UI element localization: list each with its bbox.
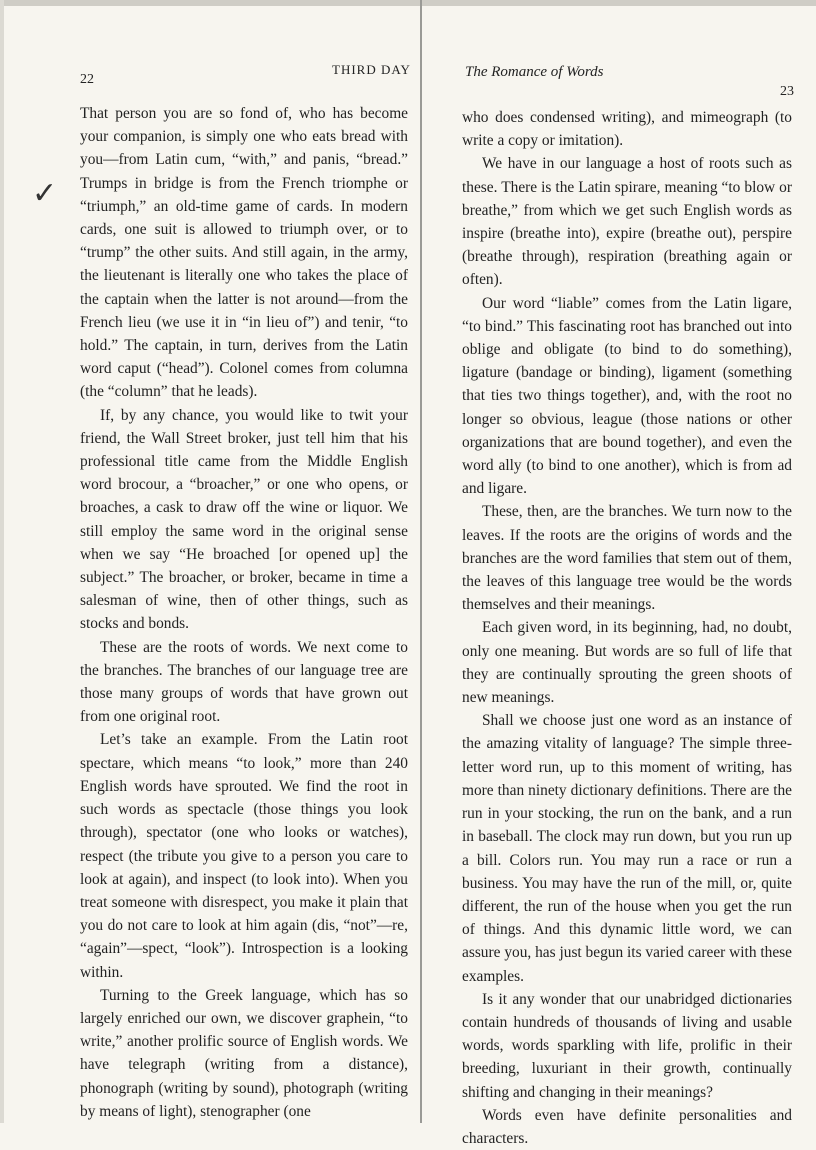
paragraph: Is it any wonder that our unabridged dictionaries contain hundreds of thousands of living and usable words, words sparkling with life, prolific in their breeding, luxuriant in their growth, continually shifting and changing in their meanings? (462, 990, 792, 1101)
paragraph: Words even have definite personalities and characters. (462, 1106, 792, 1147)
paragraph: Our word “liable” comes from the Latin ligare, “to bind.” This fascinating root has branched out into oblige and obligate (to bind to do something), ligature (bandage or binding), ligament (something that ties two things together), and, with the root no longer so obvious, league (those nations or other organizations that are bound together), and even the word ally (to bind to one another), which is from ad and ligare. (462, 294, 792, 498)
running-head (14, 62, 414, 86)
paragraph: Turning to the Greek language, which has so largely enriched our own, we discover graphein, “to write,” another prolific source of English words. We have telegraph (writing from a distance), phonograph (writing by sound), photograph (writing by means of light), stenographer (one (80, 986, 408, 1120)
book-gutter (420, 0, 422, 1123)
paragraph: These, then, are the branches. We turn now to the leaves. If the roots are the origins of words and the branches are the word families that stem out of them, the leaves of this language tree would be the words themselves and their meanings. (462, 503, 792, 614)
body-text (80, 102, 408, 1123)
paragraph: Each given word, in its beginning, had, no doubt, only one meaning. But words are so full of life that they are continually sprouting the green shoots of new meanings. (462, 619, 792, 707)
paragraph: We have in our language a host of roots such as these. There is the Latin spirare, meaning “to blow or breathe,” from which we get such English words as inspire (breathe into), expire (breathe out), perspire (breathe through), respiration (breathing again or often). (462, 155, 792, 289)
running-title: THIRD DAY (332, 62, 411, 77)
right-page (432, 0, 804, 1147)
paragraph: who does condensed writing), and mimeograph (to write a copy or imitation). (462, 109, 792, 150)
body-text (462, 106, 792, 1150)
page-edge-left (0, 0, 4, 1123)
paragraph: That person you are so fond of, who has become your companion, is simply one who eats bread with you—from Latin cum, “with,” and panis, “bread.” Trumps in bridge is from the French triomphe or “triumph,” an old-time game of cards. In modern cards, one suit is allowed to triumph over, or to “trump” the other suits. And still again, in the army, the lieutenant is literally one who takes the place of the captain when the latter is not around—from the French lieu (we use it in “in lieu of”) and tenir, “to hold.” The captain, in turn, derives from the Latin word caput (“head”). Colonel comes from columna (the “column” that he leads). (80, 105, 408, 401)
paragraph: These are the roots of words. We next come to the branches. The branches of our language tree are those many groups of words that have grown out from one original root. (80, 638, 408, 726)
left-page (14, 0, 414, 1123)
paragraph: If, by any chance, you would like to twit your friend, the Wall Street broker, just tell him that his professional title came from the Middle English word brocour, a “broacher,” or one who opens, or broaches, a cask to draw off the wine or liquor. We still employ the same word in the original sense when we say “He broached [or opened up] the subject.” The broacher, or broker, became in time a salesman of wine, then of other things, such as stocks and bonds. (80, 406, 408, 633)
page-number: 22 (80, 72, 94, 87)
page-number: 23 (780, 84, 794, 99)
paragraph: Let’s take an example. From the Latin root spectare, which means “to look,” more than 240 English words have sprouted. We find the root in such words as spectacle (those things you look through), spectator (one who looks or watches), respect (the tribute you give to a person you care to look at again), and inspect (to look into). When you treat someone with disrespect, you make it plain that you do not care to look at him again (dis, “not”—re, “again”—spect, “look”). Introspection is a looking within. (80, 731, 408, 981)
margin-checkmark: ✓ (32, 176, 58, 211)
paragraph: Shall we choose just one word as an instance of the amazing vitality of language? The simple three-letter word run, up to this moment of writing, has more than ninety dictionary definitions. There are the run in your stocking, the run on the bank, and a run in baseball. The clock may run down, but you run up a bill. Colors run. You may run a race or run a business. You may have the run of the mill, or, quite different, the run of the house when you get the run of things. And this dynamic little word, we can assure you, has just begun its varied career with these examples. (462, 712, 792, 985)
running-head (432, 62, 804, 99)
running-title: The Romance of Words (465, 64, 604, 80)
